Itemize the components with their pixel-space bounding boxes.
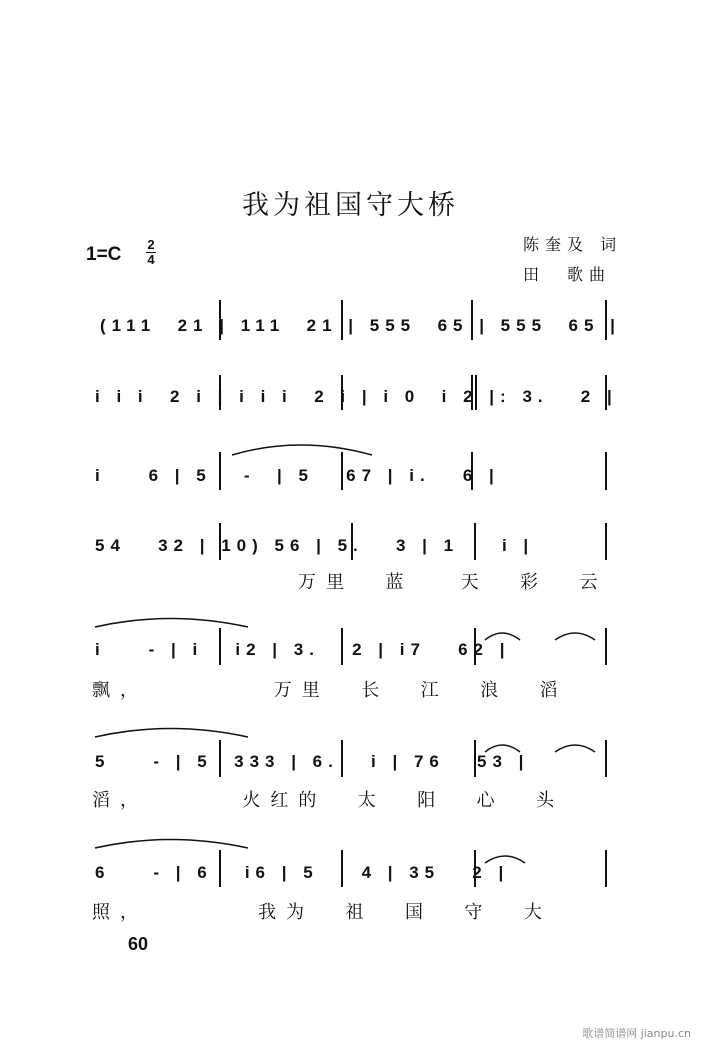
lyricist-credit: 陈奎及 词 <box>523 235 623 254</box>
slur-line-7 <box>485 856 525 863</box>
lyrics-line-7: 照， 我为 祖 国 守 大 <box>92 902 552 923</box>
lyrics-line-4: 万里 蓝 天 彩 云 <box>298 572 608 593</box>
bar-lines <box>220 300 606 887</box>
slur-line-6b <box>555 745 595 752</box>
slur-line-5a <box>485 633 520 640</box>
song-title: 我为祖国守大桥 <box>242 190 459 221</box>
staff-line-3: i 6 | 5 - | 5 67 | i. 6 | <box>95 466 500 485</box>
lyrics-line-6: 滔， 火红的 太 阳 心 头 <box>92 790 565 811</box>
staff-line-4: 54 32 | 10) 56 | 5. 3 | 1 i | <box>95 536 535 555</box>
staff-line-7: 6 - | 6 i6 | 5 4 | 35 2 | <box>95 863 510 882</box>
staff-line-2: i i i 2 i | i i i 2 i | i 0 i 2 |: 3. 2 | <box>95 387 618 406</box>
time-signature-top: 2 <box>147 237 155 252</box>
key-signature: 1=C <box>86 244 122 265</box>
slur-line-6a <box>485 745 520 752</box>
tie-line-3 <box>232 445 372 455</box>
tie-line-7 <box>95 840 248 849</box>
composer-credit: 田 歌曲 <box>523 265 612 284</box>
page-number: 60 <box>128 934 149 954</box>
slur-line-5b <box>555 633 595 640</box>
time-signature-bottom: 4 <box>147 252 155 267</box>
tie-line-5 <box>95 619 248 628</box>
staff-line-1: (111 21 | 111 21 | 555 65 | 555 65 | <box>100 316 621 335</box>
watermark: 歌谱简谱网 jianpu.cn <box>582 1027 691 1040</box>
staff-line-5: i - | i i2 | 3. 2 | i7 62 | <box>95 640 511 659</box>
lyrics-line-5: 飘， 万里 长 江 浪 滔 <box>92 680 568 701</box>
staff-line-6: 5 - | 5 333 | 6. i | 76 53 | <box>95 752 530 771</box>
tie-line-6 <box>95 729 248 738</box>
